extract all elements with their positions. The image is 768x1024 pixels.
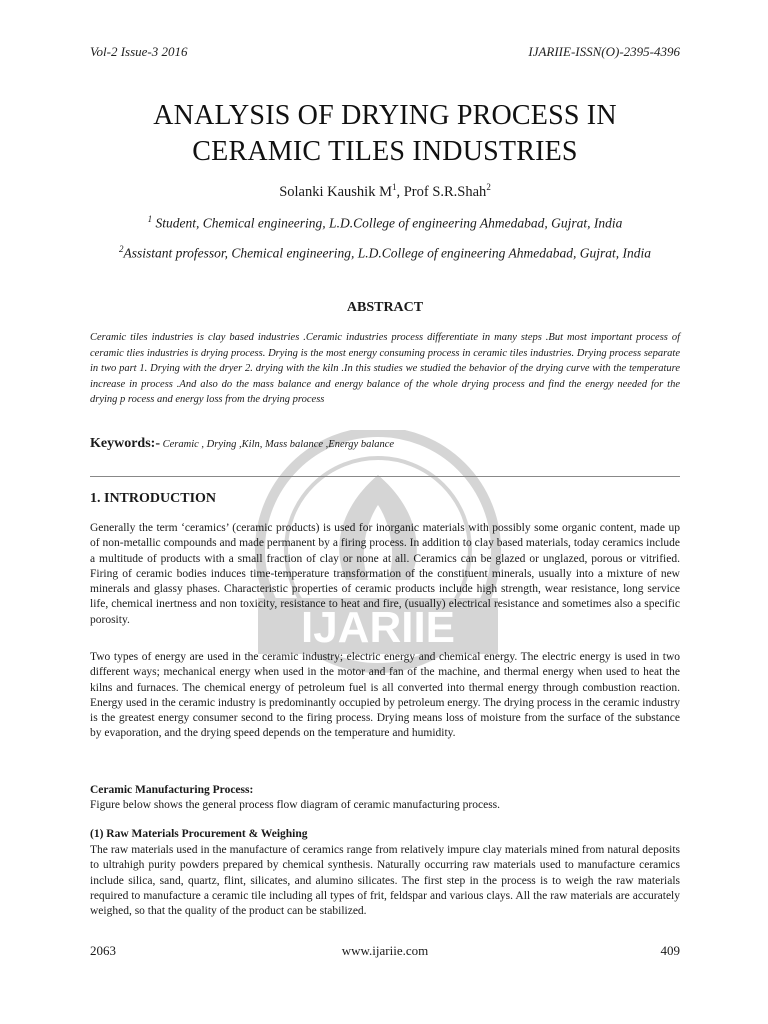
header-volume-issue: Vol-2 Issue-3 2016 xyxy=(90,44,188,59)
raw-materials-heading: (1) Raw Materials Procurement & Weighing xyxy=(90,828,308,840)
section-divider xyxy=(90,476,680,477)
footer-page-number: 409 xyxy=(660,943,680,958)
author-list xyxy=(90,182,680,201)
footer-website-link[interactable]: www.ijariie.com xyxy=(341,943,429,958)
abstract-body: Ceramic tiles industries is clay based industries .Ceramic industries process differentiate in many steps .But most important process of ceramic tlies industries is drying process. Drying is the most energy consuming process in ceramic tiles industries. Drying process separate in two part 1. Drying with the dryer 2. drying with the kiln .In this studies we studied the behavior of the drying curve with the temperature increase in process .And also do the mass balance and energy balance of the whole drying process and find the energy needed for the drying p rocess and energy loss from the drying process xyxy=(90,332,680,405)
author-separator: , xyxy=(396,183,404,200)
abstract-heading: ABSTRACT xyxy=(346,300,424,315)
author-2: Prof S.R.Shah xyxy=(403,183,487,200)
keywords-values: Ceramic , Drying ,Kiln, Mass balance ,Energy balance xyxy=(160,439,395,450)
affiliation-1-text: Student, Chemical engineering, L.D.College of engineering Ahmedabad, Gujrat, India xyxy=(155,215,623,231)
title-line-2: CERAMIC TILES INDUSTRIES xyxy=(192,136,578,167)
manufacturing-process-heading: Ceramic Manufacturing Process: xyxy=(90,784,254,796)
affiliation-1-mark: 1 xyxy=(147,214,153,224)
header-issn: IJARIIE-ISSN(O)-2395-4396 xyxy=(528,44,680,59)
author-1: Solanki Kaushik M xyxy=(279,183,392,200)
title-line-1: ANALYSIS OF DRYING PROCESS IN xyxy=(153,100,617,131)
keywords-label: Keywords:- xyxy=(90,436,160,451)
author-2-affil-mark: 2 xyxy=(486,182,491,192)
paper-title xyxy=(90,98,680,170)
raw-materials-paragraph: The raw materials used in the manufacture of ceramics range from relatively impure clay materials mined from natural deposits to ultrahigh purity powders prepared by chemical synthesis. Naturally occurring raw materials used to manufacture ceramics include silica, sand, quartz, flint, silicates, and alumino silicates. The first step in the process is to weigh the raw materials required to manufacture a ceramic tile including all types of frit, feldspar and various clays. All the raw materials are accurately weighed, so that the quality of the product can be stabilized. xyxy=(90,844,680,918)
author-1-affil-mark: 1 xyxy=(391,182,397,192)
manufacturing-process-text: Figure below shows the general process flow diagram of ceramic manufacturing process. xyxy=(90,799,501,811)
affiliation-2-text: Assistant professor, Chemical engineering, L.D.College of engineering Ahmedabad, Gujrat, India xyxy=(123,245,652,261)
keywords-line xyxy=(90,436,680,452)
introduction-paragraph-1: Generally the term ‘ceramics’ (ceramic products) is used for inorganic materials with possibly some organic content, made up of non-metallic compounds and made permanent by a firing process. In addition to clay based materials, today ceramics include a multitude of products with a small fraction of clay or none at all. Ceramics can be glazed or unglazed, porous or vitrified. Firing of ceramic bodies induces time-temperature transformation of the constituent minerals, usually into a mixture of new minerals and glassy phases. Characteristic properties of ceramic products include high strength, wear resistance, long service life, chemical inertness and non toxicity, resistance to heat and fire, (usually) electrical resistance and sometimes also a specific porosity. xyxy=(90,522,680,626)
introduction-paragraph-2: Two types of energy are used in the ceramic industry; electric energy and chemical energy. The electric energy is used in two different ways; mechanical energy when used in the motor and fan of the machine, and thermal energy when used to heat the kilns and furnaces. The chemical energy of petroleum fuel is all converted into thermal energy through combustion reaction. Energy used in the ceramic industry is predominantly occupied by petroleum energy. The drying process in the ceramic industry is the greatest energy consumer second to the firing process. Drying means loss of moisture from the surface of the substance by evaporation, and the drying speed depends on the temperature and humidity. xyxy=(90,651,680,740)
introduction-heading: 1. INTRODUCTION xyxy=(90,491,217,506)
affiliation-2 xyxy=(90,244,680,262)
affiliation-1 xyxy=(90,214,680,232)
watermark-text: IJARIIE xyxy=(300,603,456,652)
footer-paper-number: 2063 xyxy=(90,943,116,958)
affiliation-2-mark: 2 xyxy=(118,244,124,254)
